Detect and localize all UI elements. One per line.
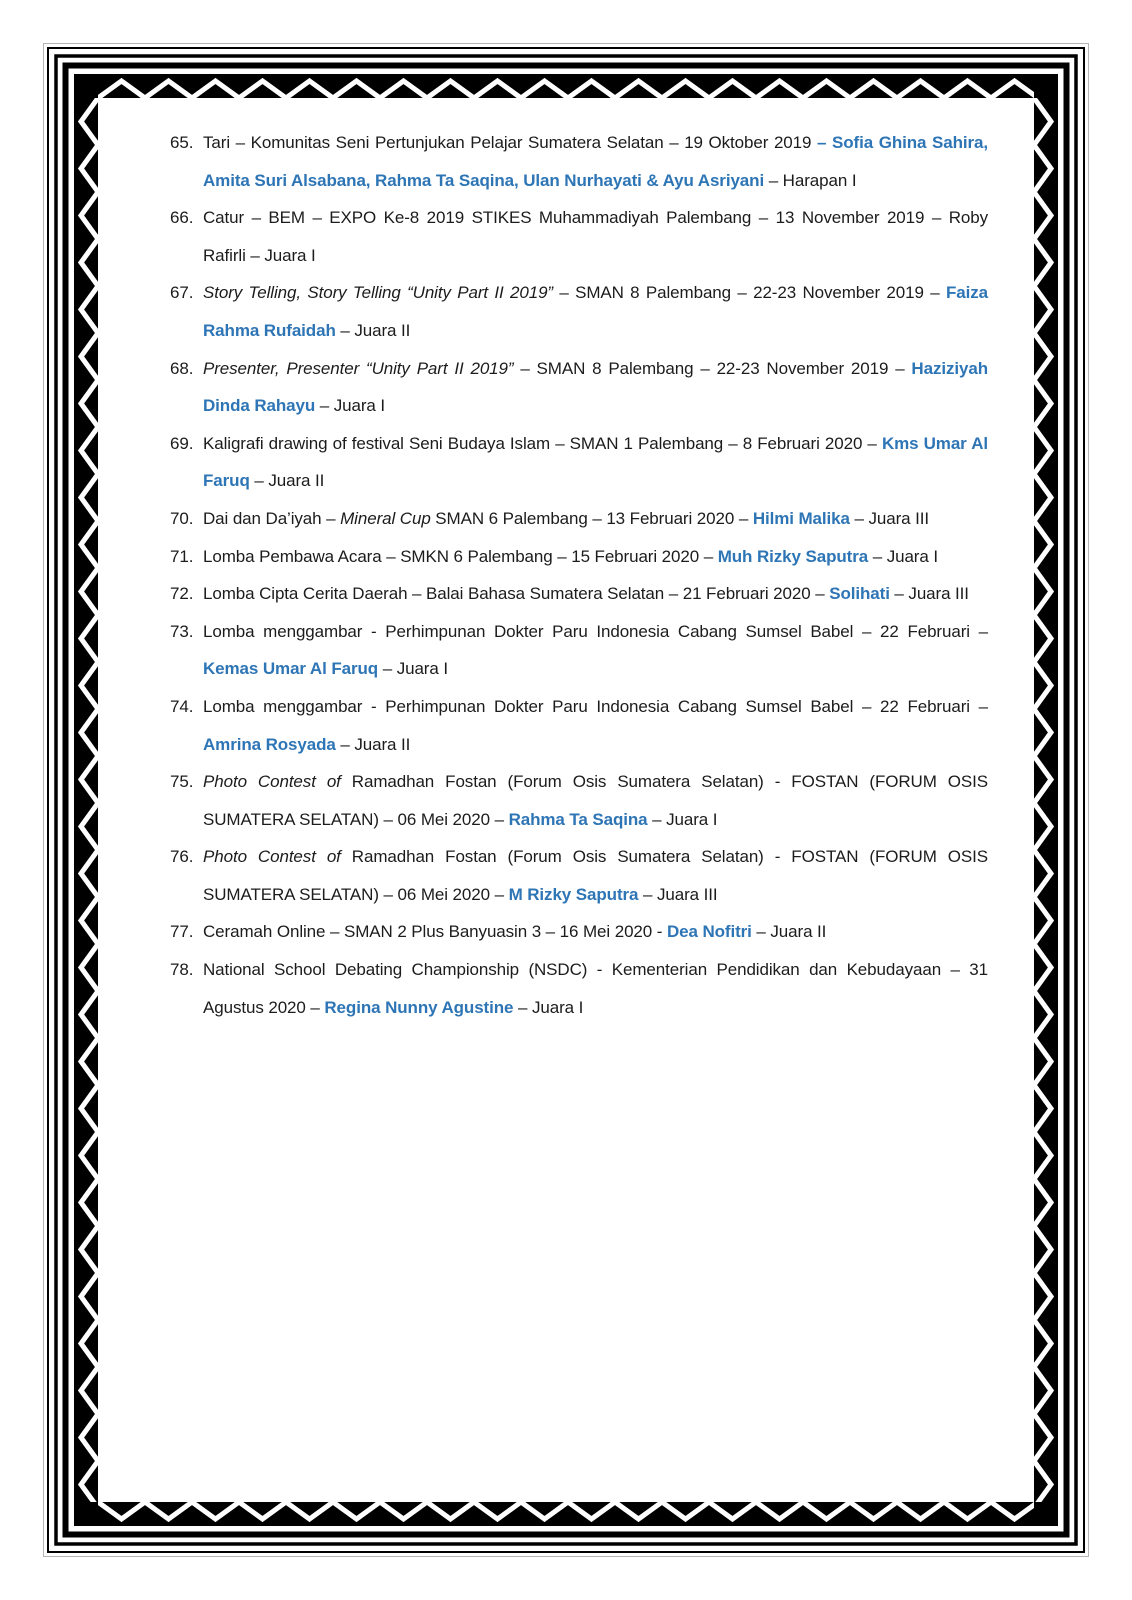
- item-number: 70.: [170, 508, 194, 528]
- list-item: [170, 575, 988, 613]
- list-item: [170, 951, 988, 1026]
- item-text-segment: SMAN 6 Palembang – 13 Februari 2020 –: [430, 508, 753, 528]
- item-text-segment: – Juara III: [638, 884, 718, 904]
- achievement-list: [170, 124, 988, 1026]
- item-text-segment: – Juara II: [335, 320, 411, 340]
- item-text-segment: – Juara II: [249, 471, 325, 491]
- person-name: Kemas Umar Al Faruq: [203, 659, 379, 679]
- person-name: Muh Rizky Saputra: [717, 546, 869, 566]
- person-name: – Sofia Ghina Sahira, Amita Suri Alsabana, Rahma Ta Saqina, Ulan Nurhayati & Ayu Asriyani: [203, 133, 989, 190]
- item-text-segment: Presenter, Presenter “Unity Part II 2019”: [203, 358, 514, 378]
- item-number: 74.: [170, 696, 194, 716]
- person-name: Faiza Rahma Rufaidah: [203, 283, 988, 340]
- item-text-segment: – Juara III: [849, 508, 929, 528]
- item-text-segment: Kaligrafi drawing of festival Seni Budaya Islam – SMAN 1 Palembang – 8 Februari 2020 –: [203, 433, 882, 453]
- item-text-segment: Lomba Cipta Cerita Daerah – Balai Bahasa Sumatera Selatan – 21 Februari 2020 –: [203, 584, 830, 604]
- item-number: 72.: [170, 584, 194, 604]
- item-text-segment: – Juara II: [335, 734, 411, 754]
- item-text-segment: – Juara I: [315, 396, 386, 416]
- item-text-segment: Ramadhan Fostan (Forum Osis Sumatera Selatan) - FOSTAN (FORUM OSIS SUMATERA SELATAN) – 06 Mei 2020 –: [203, 772, 988, 829]
- person-name: Hilmi Malika: [752, 508, 850, 528]
- page-content: [170, 124, 988, 1026]
- list-item: [170, 913, 988, 951]
- person-name: Dea Nofitri: [666, 922, 752, 942]
- item-text-segment: Catur – BEM – EXPO Ke-8 2019 STIKES Muhammadiyah Palembang – 13 November 2019 – Roby Rafirli – Juara I: [203, 208, 988, 265]
- person-name: Regina Nunny Agustine: [324, 997, 514, 1017]
- list-item: [170, 199, 988, 274]
- item-text-segment: Photo Contest of: [203, 772, 341, 792]
- item-number: 65.: [170, 133, 194, 152]
- item-text-segment: National School Debating Championship (NSDC) - Kementerian Pendidikan dan Kebudayaan – 31 Agustus 2020 –: [203, 960, 988, 1017]
- list-item: [170, 763, 988, 838]
- item-number: 71.: [170, 546, 194, 566]
- item-number: 68.: [170, 358, 194, 378]
- person-name: Kms Umar Al Faruq: [203, 433, 988, 491]
- item-text-segment: Photo Contest of: [203, 847, 341, 867]
- list-item: [170, 688, 988, 763]
- item-text-segment: Story Telling, Story Telling “Unity Part II 2019”: [203, 283, 553, 303]
- list-item: [170, 425, 988, 500]
- item-number: 76.: [170, 847, 194, 867]
- item-number: 75.: [170, 772, 194, 792]
- item-text-segment: Tari – Komunitas Seni Pertunjukan Pelajar Sumatera Selatan – 19 Oktober 2019: [203, 133, 818, 152]
- list-item: [170, 274, 988, 349]
- list-item: [170, 124, 988, 199]
- item-text-segment: – Juara I: [647, 809, 718, 829]
- item-text-segment: – SMAN 8 Palembang – 22-23 November 2019 –: [553, 283, 946, 303]
- item-text-segment: – Juara II: [751, 922, 827, 942]
- list-item: [170, 350, 988, 425]
- item-text-segment: – Juara I: [513, 997, 584, 1017]
- item-text-segment: – Harapan I: [764, 170, 857, 190]
- item-text-segment: Lomba menggambar - Perhimpunan Dokter Paru Indonesia Cabang Sumsel Babel – 22 Februari –: [203, 621, 988, 641]
- list-item: [170, 613, 988, 688]
- item-number: 66.: [170, 208, 194, 228]
- item-number: 78.: [170, 960, 194, 980]
- item-number: 67.: [170, 283, 194, 303]
- item-number: 69.: [170, 433, 194, 453]
- person-name: Haziziyah Dinda Rahayu: [203, 358, 988, 416]
- person-name: Rahma Ta Saqina: [508, 809, 648, 829]
- item-text-segment: Lomba Pembawa Acara – SMKN 6 Palembang – 15 Februari 2020 –: [203, 546, 718, 566]
- person-name: Solihati: [829, 584, 890, 604]
- list-item: [170, 838, 988, 913]
- item-text-segment: – SMAN 8 Palembang – 22-23 November 2019 –: [513, 358, 912, 378]
- item-number: 73.: [170, 621, 194, 641]
- item-number: 77.: [170, 922, 194, 942]
- person-name: M Rizky Saputra: [508, 884, 639, 904]
- item-text-segment: – Juara III: [889, 584, 969, 604]
- item-text-segment: – Juara I: [868, 546, 938, 566]
- list-item: [170, 500, 988, 538]
- item-text-segment: Ceramah Online – SMAN 2 Plus Banyuasin 3 – 16 Mei 2020 -: [203, 922, 667, 942]
- item-text-segment: Mineral Cup: [340, 508, 431, 528]
- list-item: [170, 538, 988, 576]
- item-text-segment: – Juara I: [378, 659, 448, 679]
- person-name: Amrina Rosyada: [203, 734, 336, 754]
- item-text-segment: Dai dan Da’iyah –: [203, 508, 341, 528]
- item-text-segment: Ramadhan Fostan (Forum Osis Sumatera Selatan) - FOSTAN (FORUM OSIS SUMATERA SELATAN) – 06 Mei 2020 –: [203, 847, 988, 904]
- item-text-segment: Lomba menggambar - Perhimpunan Dokter Paru Indonesia Cabang Sumsel Babel – 22 Februari –: [203, 696, 988, 716]
